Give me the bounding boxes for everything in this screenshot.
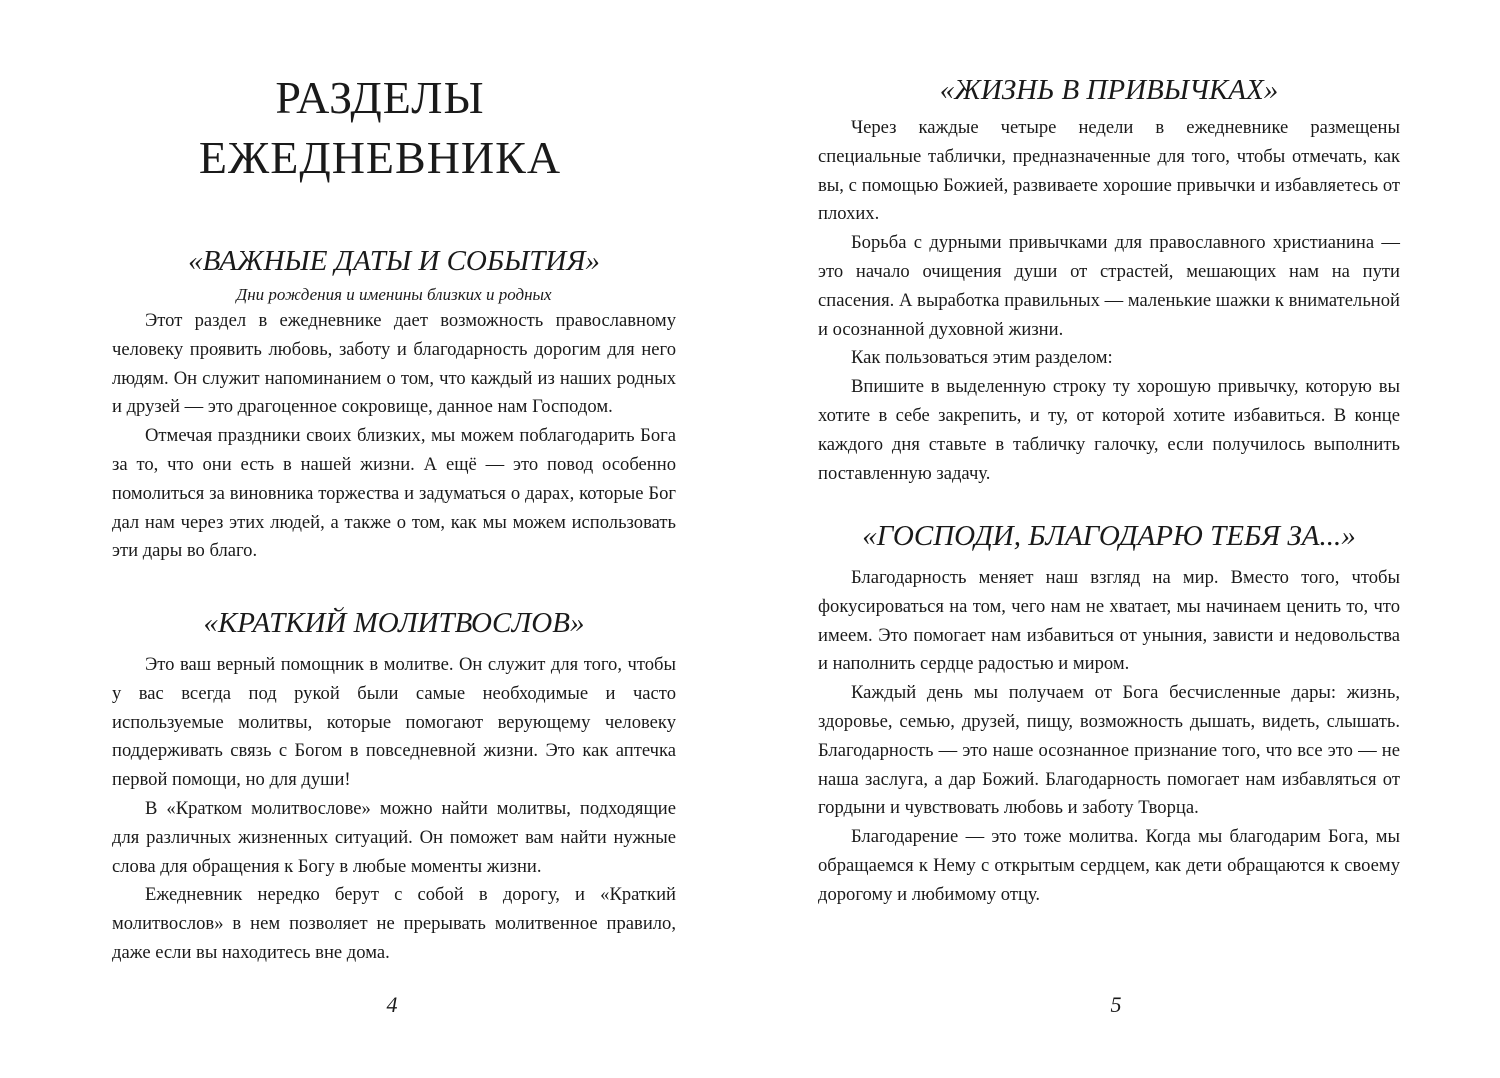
page-title-line-1: РАЗДЕЛЫ bbox=[275, 72, 485, 123]
paragraph: Благодарность меняет наш взгляд на мир. Вместо того, чтобы фокусироваться на том, чего нам не хватает, мы начинаем ценить то, что имеем. Это помогает нам избавиться от уныния, зависти и недовольства и наполнить сердце радостью и миром. bbox=[818, 567, 1400, 675]
section-prayer-book bbox=[112, 605, 676, 968]
page-number: 4 bbox=[386, 992, 398, 1017]
section-title: «ГОСПОДИ, БЛАГОДАРЮ ТЕБЯ ЗА...» bbox=[862, 520, 1356, 552]
page-number: 5 bbox=[1110, 992, 1122, 1017]
paragraph: Этот раздел в ежедневнике дает возможность православному человеку проявить любовь, заботу и благодарность дорогим для него людям. Он служит напоминанием о том, что каждый из наших родных и друзей — это драгоценное сокровище, данное нам Господом. bbox=[112, 310, 676, 418]
paragraph: В «Кратком молитвослове» можно найти молитвы, подходящие для различных жизненных ситуаций. Он поможет вам найти нужные слова для обращения к Богу в любые моменты жизни. bbox=[112, 797, 676, 877]
paragraph: Каждый день мы получаем от Бога бесчисленные дары: жизнь, здоровье, семью, друзей, пищу, возможность дышать, видеть, слышать. Благодарность — это наше осознанное признание того, что все это — не наша заслуга, а дар Божий. Благодарность помогает нам избавляться от гордыни и чувствовать любовь и заботу Творца. bbox=[818, 682, 1400, 819]
paragraph: Впишите в выделенную строку ту хорошую привычку, которую вы хотите в себе закрепить, и ту, от которой хотите избавиться. В конце каждого дня ставьте в табличку галочку, если получилось выполнить поставленную задачу. bbox=[818, 376, 1400, 484]
paragraph: Это ваш верный помощник в молитве. Он служит для того, чтобы у вас всегда под рукой были самые необходимые и часто используемые молитвы, которые помогают верующему человеку поддерживать связь с Богом в повседневной жизни. Это как аптечка первой помощи, но для души! bbox=[112, 654, 676, 791]
paragraph: Как пользоваться этим разделом: bbox=[851, 347, 1113, 369]
page-title-line-2: ЕЖЕДНЕВНИКА bbox=[198, 132, 562, 183]
section-gratitude bbox=[818, 518, 1400, 910]
section-title: «ЖИЗНЬ В ПРИВЫЧКАХ» bbox=[939, 74, 1279, 106]
paragraph: Ежедневник нередко берут с собой в дорогу, и «Краткий молитвослов» в нем позволяет не прерывать молитвенное правило, даже если вы находитесь вне дома. bbox=[112, 884, 676, 963]
paragraph: Благодарение — это тоже молитва. Когда мы благодарим Бога, мы обращаемся к Нему с открытым сердцем, как дети обращаются к своему дорогому и любимому отцу. bbox=[818, 826, 1400, 905]
section-important-dates bbox=[112, 243, 676, 566]
section-title: «ВАЖНЫЕ ДАТЫ И СОБЫТИЯ» bbox=[188, 245, 600, 277]
section-habits bbox=[818, 72, 1400, 488]
paragraph: Борьба с дурными привычками для православного христианина — это начало очищения души от страстей, мешающих нам на пути спасения. А выработка правильных — маленькие шажки к внимательной и осознанной духовной жизни. bbox=[818, 232, 1400, 340]
section-title: «КРАТКИЙ МОЛИТВОСЛОВ» bbox=[203, 607, 585, 639]
page-title bbox=[80, 68, 680, 188]
paragraph: Отмечая праздники своих близких, мы можем поблагодарить Бога за то, что они есть в нашей жизни. А ещё — это повод особенно помолиться за виновника торжества и задуматься о дарах, которые Бог дал нам через этих людей, а также о том, как мы можем использовать эти дары во благо. bbox=[112, 425, 676, 562]
paragraph: Через каждые четыре недели в ежедневнике размещены специальные таблички, предназначенные для того, чтобы отмечать, как вы, с помощью Божией, развиваете хорошие привычки и избавляетесь от плохих. bbox=[818, 117, 1400, 225]
section-subtitle: Дни рождения и именины близких и родных bbox=[236, 285, 552, 304]
right-page bbox=[750, 0, 1500, 1078]
